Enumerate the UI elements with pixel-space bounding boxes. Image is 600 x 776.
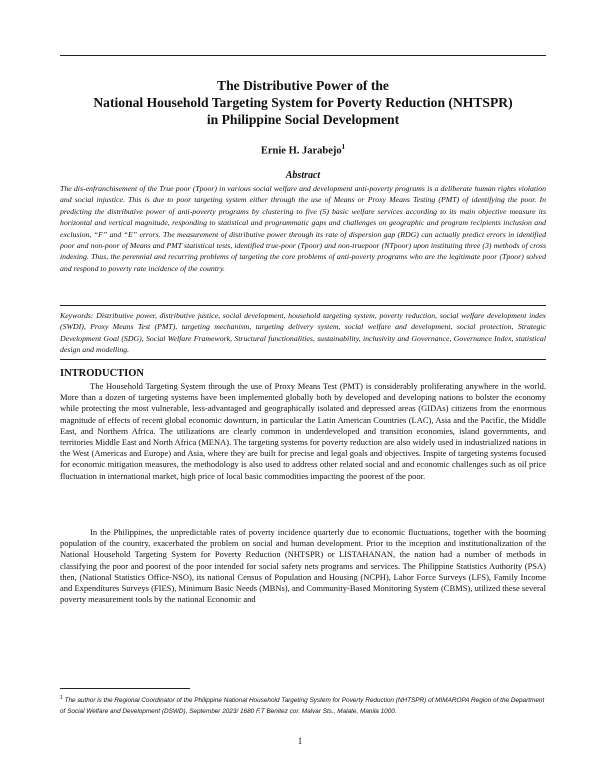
footnote-rule	[60, 688, 190, 689]
footnote	[60, 693, 546, 717]
title-line-3: in Philippine Social Development	[206, 112, 400, 127]
page-number: 1	[297, 736, 303, 746]
introduction-paragraph-1	[60, 381, 546, 482]
paragraph-2-text: In the Philippines, the unpredictable rates of poverty incidence quarterly due to economic fluctuations, together with the booming population of the country, exacerbated the problem on social and human development. Prior to the inception and institutionalization of the National Household Targeting System for Poverty Reduction (NHTSPR) or LISTAHANAN, the nation had a number of methods in classifying the poor and poorest of the poor intended for social safety nets programs and services. The Philippine Statistics Authority (PSA) then, (National Statistics Office-NSO), its national Census of Population and Housing (NCPH), Labor Force Surveys (LFS), Family Income and Expenditures Surveys (FIES), Minimum Basic Needs (MBNs), and Community-Based Monitoring System (CBMS), utilized these several poverty measurement tools by the national Economic and	[60, 527, 546, 605]
keywords-top-rule	[60, 305, 546, 306]
title-line-2: National Household Targeting System for Poverty Reduction (NHTSPR)	[93, 95, 513, 110]
footnote-text: The author is the Regional Coordinator of the Philippine National Household Targeting System for Poverty Reduction (NHTSPR) of MIMAROPA Region of the Department of Social Welfare and Development (DSWD), September 2023/ 1680 F.T Benitez cor. Malvar Sts., Malate, Manila 1000.	[60, 697, 545, 715]
top-rule	[60, 55, 546, 56]
abstract-heading: Abstract	[285, 170, 321, 181]
title-line-1: The Distributive Power of the	[217, 78, 389, 93]
keywords: Keywords: Distributive power, distributive justice, social development, household targeting system, poverty reduction, social welfare development index (SWDI), Proxy Means Test (PMT), targeting mechanism, targeting delivery system, social welfare and development, social protection, Strategic Development Goal (SDG), Social Welfare Framework, Structural functionalities, sustainability, inclusivity and Governance, Governance Index, statistical design and modelling.	[60, 311, 546, 355]
author	[60, 143, 546, 157]
author-name: Ernie H. Jarabejo	[260, 145, 342, 157]
introduction-heading: INTRODUCTION	[60, 368, 145, 379]
abstract-text: The dis-enfranchisement of the True poor (Tpoor) in various social welfare and development anti-poverty programs is a deliberate human rights violation and social injustice. This is due to poor targeting system either through the use of Means or Proxy Means Testing (PMT) of identifying the poor. In predicting the distributive power of anti-poverty programs by clustering to five (5) basic welfare services according to its main objective measure its horizontal and vertical magnitude, responding to statistical and programmatic gaps and challenges on geographic and program recipients inclusion and exclusion, “F” and “E” errors. The measurement of distributive power through its rate of dispersion gap (RDG) can actually predict errors in identified poor and non-poor of Means and PMT statistical tests, identified true-poor (Tpoor) and non-truepoor (NTpoor) upon instituting three (3) methods of cross indexing. Thus, the perennial and recurring problems of targeting the core problems of anti-poverty programs who are the legitimate poor (Tpoor) solved and respond to poverty rate incidence of the country.	[60, 184, 546, 273]
footnote-mark: 1	[60, 695, 63, 701]
introduction-paragraph-2	[60, 527, 546, 605]
paragraph-1-text: The Household Targeting System through the use of Proxy Means Test (PMT) is considerably proliferating anywhere in the world. More than a dozen of targeting systems have been implemented globally both by developed and developing nations to bolster the economy while protecting the most vulnerable, less-advantaged and geographically isolated and depressed areas (GIDAs) citizens from the enormous magnitude of effects of recent global economic downturn, in particular the Latin American Countries (LAC), Asia and the Pacific, the Middle East, and Northern Africa. The utilizations are clearly common in underdeveloped and transition economies, island governments, and territories Middle East and North Africa (MENA). The targeting systems for poverty reduction are also widely used in industrialized nations in the West (Americas and Europe) and Asia, where they are built for precise and legal goals and objectives. Inspite of targeting systems focused for economic mitigation measures, the methodology is also used to address other related social and and economic challenges such as oil price fluctuation in international market, high price of local basic commodities impacting the poorest of the poor.	[60, 381, 546, 481]
keywords-bottom-rule	[60, 359, 546, 360]
author-footnote-mark[interactable]: 1	[341, 143, 346, 151]
paper-title	[60, 77, 546, 128]
